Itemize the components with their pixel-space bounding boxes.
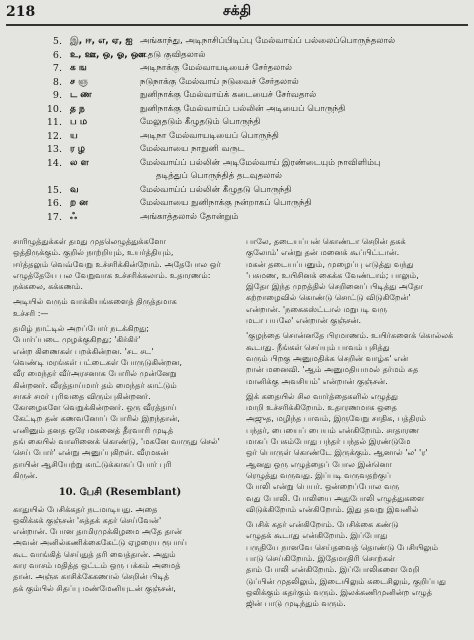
text-line: ஒலிக்கக் குஞ்சன் 'சுத்தக் கதர் செய்வேன்' <box>13 514 162 525</box>
table-row <box>28 131 468 145</box>
text-line: ரெழுத்து வருவது. இப்படி வருவதற்குப் <box>246 469 392 480</box>
paragraph <box>13 236 227 292</box>
row-letters: க ங <box>70 63 87 73</box>
row-number: 7. <box>52 63 62 74</box>
row-description: மேல்வாய்ப் பல்லின் அடிமேல்வாய் இரண்டையும் நாவிளிம்பு <box>140 157 381 168</box>
row-letters: ஃ <box>70 211 78 222</box>
text-line: கற்றாழைவில் கொண்டு சொட்டு விடுகிறேன்' <box>246 292 411 303</box>
text-line: போலி என்று பெயர். ஒன்றைப்போல வரு <box>246 481 400 492</box>
row-number: 15. <box>46 184 62 196</box>
text-line: குலோம்' என்று தன் மனைக் கூப்பிட்டான். <box>246 247 400 258</box>
articulation-table <box>28 36 468 225</box>
text-line: ஈர்த்தலும் வெவ்வேறு உச்சரிக்கின்றோம். அதேபோல ஒர் <box>13 258 221 269</box>
table-row <box>28 36 468 50</box>
row-letters: இ, ஈ, எ, ஏ, ஐ <box>70 36 133 46</box>
row-description: நடுநாக்கு மேல்வாய் நடுவைச் சேர்தலால் <box>140 76 299 87</box>
text-line: செய் போர்' என்று அனுப்புகிறள். வீரமகன் <box>13 447 169 458</box>
row-letters: வ <box>70 184 79 195</box>
paragraph <box>246 330 460 386</box>
row-number: 14. <box>46 157 62 169</box>
text-line: எழுதக் கூடாது என்கிறோம். இப்போது <box>246 530 388 541</box>
row-number: 8. <box>52 76 62 88</box>
table-row <box>28 198 468 212</box>
text-line: தாயின் ஆசியேற்று காட்டுக்காகப் போர் புரி <box>13 458 172 469</box>
row-description: மேல்வாயை நாநுனி வருட <box>140 144 245 154</box>
row-letters: ய <box>70 130 78 141</box>
text-line: எழுத்தேயே பல வேறுவாக உச்சரிக்கலாம். உதாரணம்: <box>13 269 211 280</box>
text-line: என்றான். போன தாமிரமுக்கிழமை அதே தான் <box>13 526 182 537</box>
text-line: பாடு செய்கிறோம். இதேமாதிரி சொற்கள் <box>246 553 396 564</box>
row-number: 6. <box>52 49 62 61</box>
text-line: அஜுத, மழிந்த பாவம், இருவேறு சாதிக, பத்திரம் <box>246 413 427 424</box>
row-letters: ட ண <box>70 90 92 100</box>
section-heading: 10. பேசி (Resemblant) <box>58 487 182 499</box>
row-letters: உ, ஊ, ஒ, ஓ, ஔ <box>70 49 147 60</box>
text-line: வெண்டி மரங்கள் பட்டைகள் போருடுகின்றன, <box>13 356 182 367</box>
text-line: இக் கதையில் சில வார்த்தைகளில் எழுத்து <box>246 390 399 401</box>
text-line: கேட்டிற தன் கணவனோப் போரில் இறந்தான், <box>13 413 180 424</box>
table-row <box>28 50 468 64</box>
text-line: என்றான். 'நகைகஸ்ட்டால் மறுபடி வரு <box>246 303 387 314</box>
row-number: 16. <box>46 198 62 209</box>
page-title: சக்தி <box>222 3 252 19</box>
row-description-cont: தடித்துப் பொருந்தித் தடவுதலால் <box>156 171 283 181</box>
paragraph <box>246 519 460 609</box>
row-number: 17. <box>46 211 62 223</box>
text-line: கிருன். <box>13 469 38 480</box>
table-row-continuation <box>28 171 468 185</box>
text-line: உச்சரி :— <box>13 307 49 318</box>
row-letters: ற ன <box>70 198 88 208</box>
text-line: கூடாது. நீங்கள் செய்யும் பாவம் புசித்து <box>246 341 390 352</box>
text-line: சாகச் சமர் புரிவதை விரும்புகின்றனர். <box>13 390 151 401</box>
paragraph <box>13 504 227 594</box>
row-letters: ப ம <box>70 117 88 127</box>
text-line: தமிழ் நாட்டில் அறப்போர் நடக்கிறது; <box>13 323 149 334</box>
text-line: மகன் தடையப்பனும், முழைப்பு எடுத்து வந்து <box>246 258 414 269</box>
text-line: ஒத்திருக்கும். குறில் நாற்றியும், உயர்த்தியும், <box>13 247 174 258</box>
row-number: 13. <box>46 144 62 155</box>
row-number: 10. <box>46 103 62 115</box>
text-line: தான். அஞ்சு காசிக்கேகணால் செறின் பிடித் <box>13 571 170 582</box>
row-description: மேலுதடும் கீழுதடும் பொருந்தி <box>140 117 261 127</box>
text-line: என்ற கிணைகள் பறக்கின்றன. 'சட சட' <box>13 345 154 356</box>
row-description: நுனிநாக்கு மேல்வாய்ப் பல்லின் அடியைப் பொருந்தி <box>140 103 346 114</box>
text-line: றான் மனைவி. 'ஆம் அனுமதியாமல் தர்மம் சுத <box>246 364 419 375</box>
text-line: இதோ இந்த முறத்தில் செறினைப் பிடித்து அதோ <box>246 281 424 292</box>
text-line: பந்தர், பையைப் பையம் என்கிறோம். சாதாரண <box>246 424 420 435</box>
row-letters: ல ள <box>70 157 89 168</box>
row-description: அடிநா மேல்வாயடியைப் பொருந்தி <box>140 130 279 141</box>
header-rule <box>6 24 468 26</box>
text-line: காதுயில் பேசிக்கதர் நடமாடியது. அதை <box>13 503 158 514</box>
table-row <box>28 158 468 172</box>
row-description: உதடு குவிதலால் <box>140 49 206 60</box>
row-number: 9. <box>52 90 62 101</box>
table-row <box>28 185 468 199</box>
text-line: கின்றனர். வீரத்தாய்மார் தம் மைந்தர் காட்டும் <box>13 379 177 390</box>
text-line: கோழைகளே வெறுக்கின்றனர். ஒரு வீரத்தாய் <box>13 402 177 413</box>
text-line: ஒர் பொருள் கொண்டே இருக்கும். ஆனால் 'ல' 'ர' <box>246 447 428 458</box>
text-line: மானிக்கு அவசியம்' என்றான் குஞ்சன். <box>246 375 388 386</box>
right-column <box>246 236 460 614</box>
text-line: விடுக்கிறோம் என்கிறோம். இது தவறு இவனில் <box>246 503 419 514</box>
text-line: 'குழந்தை சொன்னதே பிரமாணம். உயிர்களைக் கொல்லக் <box>246 330 454 341</box>
text-line: பருதியே நானவே செய்தவைத் தொண்டு பேசியிலும் <box>246 541 439 552</box>
row-number: 11. <box>46 117 62 128</box>
paragraph <box>246 236 460 326</box>
row-description: அங்காத்தலால் தோன்றும் <box>140 211 239 222</box>
text-line: டுப்பின் முதலிலும், இடையிலும் கடைசிலும், குறிப்பது <box>246 575 447 586</box>
text-line: 'பசுமண, உயிசினக் கைக்க வேண்டாம்; பாலும், <box>246 269 419 280</box>
text-line: கூட வாங்கித் செய்துத் தரி வைத்தான். அதும் <box>13 548 176 559</box>
text-line: ஆனது ஒரு எழுத்தைப் போல இன்னொ <box>246 458 392 469</box>
table-row <box>28 117 468 131</box>
text-line: எனினும் தனத ஒரே மகனைத் தீரவாரி முடித் <box>13 424 174 435</box>
text-line: தாம் போலி என்கிறோம். இப்போலிகளை மேறி <box>246 564 420 575</box>
text-line: மாறி உச்சரிக்கிறோம். உதாரணமாக ஒதை <box>246 402 397 413</box>
page-number: 218 <box>6 4 36 20</box>
text-line: தங் கையில் வாளினைக் கொண்டு, 'மகனே வாருது செல்' <box>13 436 220 447</box>
text-line: ஜின் பாடு முடிந்தும் வரும். <box>246 598 346 609</box>
table-row <box>28 77 468 91</box>
text-line: சாரிழுத்துக்கள் தமது முதலெழுத்துக்களோ <box>13 236 166 246</box>
text-line: நக்கலை, கக்கணம். <box>13 281 83 292</box>
text-line: தக் கும்பில் சிதப்பு மண்மேனியுடன் குஞ்சன், <box>13 582 176 593</box>
row-number: 12. <box>46 130 62 142</box>
row-description: மேல்வாய்ப் பல்லின் கீழுதடு பொருந்தி <box>140 184 292 195</box>
table-row <box>28 104 468 118</box>
row-description: நுனிநாக்கு மேல்வாய்க் கடையைச் சேர்வதால் <box>140 90 317 100</box>
text-line: வரும் பிறகு அனுமதிக்க செறின் வாழ்க' என் <box>246 352 409 363</box>
row-letters: ர ழ <box>70 144 86 154</box>
table-row <box>28 144 468 158</box>
text-line: அடியில் வரும் வாக்கியங்களைத் திருத்தமாக <box>13 296 177 307</box>
row-description: மேல்வாயை நுனிநாக்கு நன்றாகப் பொருந்தி <box>140 198 312 208</box>
paragraph <box>246 391 460 515</box>
table-row <box>28 90 468 104</box>
row-description: அங்காந்து, அடிநாசிப்பிடிப்பு மேல்வாய்ப் பல்லைப்பொருந்தலால் <box>140 36 396 46</box>
text-line: கார வாசம் மதித்த ஒட்டம் ஒரு பக்கம் அமைத் <box>13 560 181 571</box>
text-line: மாகப் பேசும்போது பந்தர் பந்தல் இரண்டுமே <box>246 436 411 447</box>
text-line: வீர மைந்தர் வீர்அரசனாக போரில் முன்னேறு <box>13 368 177 379</box>
table-row <box>28 212 468 226</box>
table-row <box>28 63 468 77</box>
text-line: வது போலி. போலியை அதுபோலி எழுத்துகளை <box>246 492 425 503</box>
text-line: பாலே, தடையப்பன் கொண்டா செறின் தகக் <box>246 236 406 246</box>
row-letters: ச ஞ <box>70 76 88 87</box>
text-line: போர்ப்படை முழக்குகிறது; 'கிர்கிர்' <box>13 334 141 345</box>
row-letters: த ந <box>70 103 85 114</box>
left-column <box>13 236 227 598</box>
text-line: மடா பயலே' என்றான் குஞ்சன். <box>246 315 362 326</box>
row-description: அடிநாக்கு மேல்வாயடியைச் சேர்தலால் <box>140 63 292 73</box>
row-number: 5. <box>52 36 62 47</box>
text-line: அவன் அனில்கணிக்கைகேட்டு ஏழரைய ரூபாய் <box>13 537 187 548</box>
paragraph <box>13 323 227 481</box>
text-line: ஒலிக்கும் கதர்கும் வரும். இலக்கணிமுனின்ற எழுத் <box>246 586 433 597</box>
text-line: பேசிக் கதர் என்கிறோம். பேசிக்கை கண்டு <box>246 519 399 530</box>
paragraph <box>13 296 227 319</box>
